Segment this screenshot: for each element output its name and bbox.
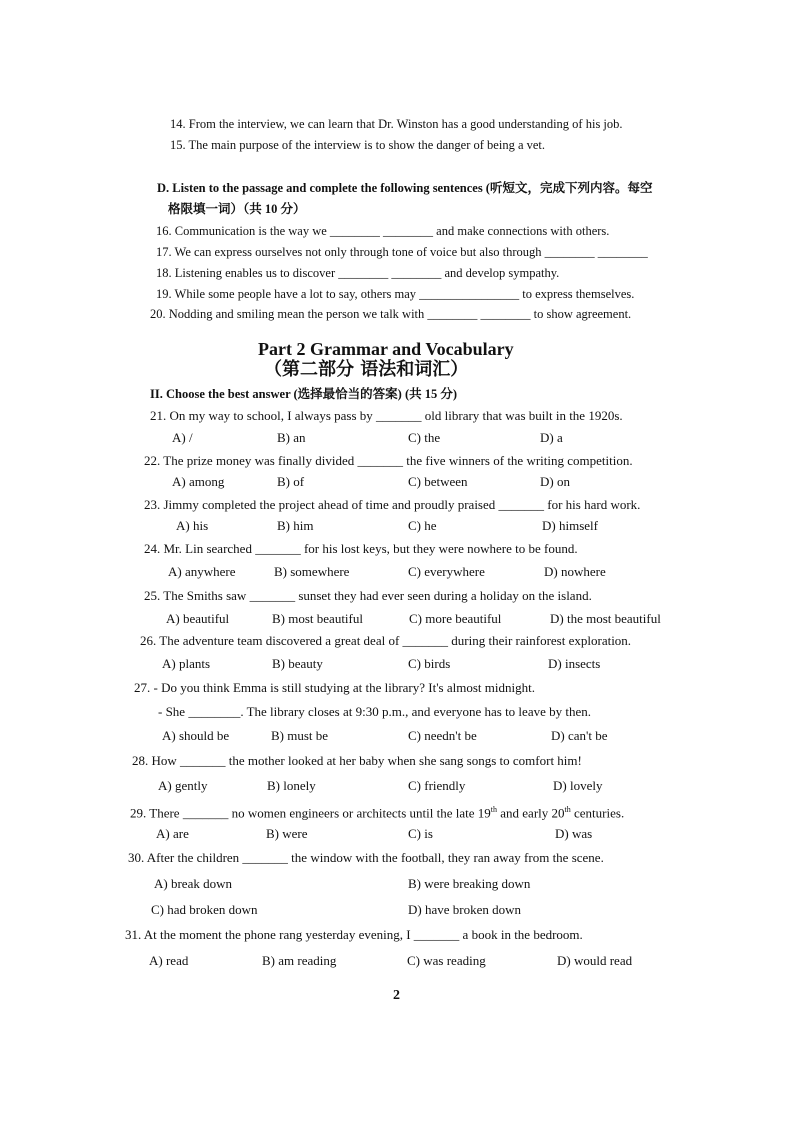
question-24-option-b: B) somewhere — [274, 564, 350, 579]
question-25-option-d: D) the most beautiful — [550, 611, 661, 626]
question-27-option-a: A) should be — [162, 728, 230, 743]
question-27-option-b: B) must be — [271, 728, 329, 743]
question-21-stem: 21. On my way to school, I always pass by _______ old library that was built in the 1920s. — [150, 408, 623, 423]
question-31-option-c: C) was reading — [407, 953, 486, 968]
question-22-option-d: D) on — [540, 474, 570, 489]
question-22-stem: 22. The prize money was finally divided _______ the five winners of the writing competition. — [144, 453, 633, 468]
question-27-stem: 27. - Do you think Emma is still studying at the library? It's almost midnight. — [134, 680, 535, 695]
question-27-stem-reply: - She ________. The library closes at 9:30 p.m., and everyone has to leave by then. — [158, 704, 591, 719]
fill-item-17: 17. We can express ourselves not only through tone of voice but also through ________ ________ — [156, 245, 648, 259]
question-28-option-d: D) lovely — [553, 778, 603, 793]
question-26-option-a: A) plants — [162, 656, 211, 671]
question-26-stem: 26. The adventure team discovered a great deal of _______ during their rainforest exploration. — [140, 633, 632, 648]
question-24-option-a: A) anywhere — [168, 564, 236, 579]
question-26-option-c: C) birds — [408, 656, 451, 671]
question-29-option-c: C) is — [408, 826, 433, 841]
question-22-option-b: B) of — [277, 474, 305, 489]
page-number: 2 — [393, 988, 400, 1003]
question-23-option-c: C) he — [408, 518, 437, 533]
question-29-option-d: D) was — [555, 826, 593, 841]
question-29-option-a: A) are — [156, 826, 189, 841]
question-21-option-b: B) an — [277, 430, 306, 445]
question-28-stem: 28. How _______ the mother looked at her baby when she sang songs to comfort him! — [132, 753, 582, 768]
question-30-stem: 30. After the children _______ the window with the football, they ran away from the scene. — [128, 850, 604, 865]
question-23-stem: 23. Jimmy completed the project ahead of time and proudly praised _______ for his hard work. — [144, 497, 641, 512]
question-25-stem: 25. The Smiths saw _______ sunset they had ever seen during a holiday on the island. — [144, 588, 592, 603]
listening-item-15: 15. The main purpose of the interview is to show the danger of being a vet. — [170, 138, 546, 152]
question-26-option-b: B) beauty — [272, 656, 323, 671]
section-ii-heading: II. Choose the best answer (选择最恰当的答案) (共 15 分) — [150, 387, 458, 401]
question-30-option-d: D) have broken down — [408, 902, 521, 917]
question-28-option-c: C) friendly — [408, 778, 466, 793]
question-31-option-b: B) am reading — [262, 953, 337, 968]
question-22-option-a: A) among — [172, 474, 225, 489]
question-21-option-d: D) a — [540, 430, 563, 445]
part2-title: Part 2 Grammar and Vocabulary — [258, 339, 514, 359]
question-27-option-c: C) needn't be — [408, 728, 477, 743]
question-30-option-b: B) were breaking down — [408, 876, 531, 891]
question-22-option-c: C) between — [408, 474, 468, 489]
question-27-option-d: D) can't be — [551, 728, 608, 743]
question-25-option-c: C) more beautiful — [409, 611, 502, 626]
question-24-stem: 24. Mr. Lin searched _______ for his lost keys, but they were nowhere to be found. — [144, 541, 578, 556]
question-29-stem: 29. There _______ no women engineers or architects until the late 19th and early 20th centuries. — [130, 805, 625, 821]
fill-item-18: 18. Listening enables us to discover ________ ________ and develop sympathy. — [156, 266, 560, 280]
question-25-option-b: B) most beautiful — [272, 611, 363, 626]
question-31-option-d: D) would read — [557, 953, 633, 968]
question-30-option-c: C) had broken down — [151, 902, 258, 917]
question-28-option-b: B) lonely — [267, 778, 316, 793]
question-26-option-d: D) insects — [548, 656, 601, 671]
fill-item-19: 19. While some people have a lot to say, others may ________________ to express themselves. — [156, 287, 635, 301]
question-31-option-a: A) read — [149, 953, 189, 968]
part2-title-cn: （第二部分 语法和词汇） — [264, 359, 469, 380]
section-d-heading-line2: 格限填一词）（共 10 分） — [168, 202, 306, 216]
question-24-option-c: C) everywhere — [408, 564, 485, 579]
question-28-option-a: A) gently — [158, 778, 208, 793]
question-21-option-c: C) the — [408, 430, 441, 445]
fill-item-16: 16. Communication is the way we ________ ________ and make connections with others. — [156, 224, 610, 238]
section-d-heading-line1: D. Listen to the passage and complete the following sentences (听短文，完成下列内容。每空 — [157, 181, 653, 195]
question-24-option-d: D) nowhere — [544, 564, 606, 579]
listening-item-14: 14. From the interview, we can learn that Dr. Winston has a good understanding of his job. — [170, 117, 623, 131]
question-23-option-a: A) his — [176, 518, 209, 533]
question-31-stem: 31. At the moment the phone rang yesterday evening, I _______ a book in the bedroom. — [125, 927, 583, 942]
fill-item-20: 20. Nodding and smiling mean the person we talk with ________ ________ to show agreement. — [150, 307, 632, 321]
question-23-option-d: D) himself — [542, 518, 598, 533]
question-21-option-a: A) / — [172, 430, 193, 445]
question-30-option-a: A) break down — [154, 876, 232, 891]
question-25-option-a: A) beautiful — [166, 611, 230, 626]
question-23-option-b: B) him — [277, 518, 314, 533]
question-29-option-b: B) were — [266, 826, 308, 841]
